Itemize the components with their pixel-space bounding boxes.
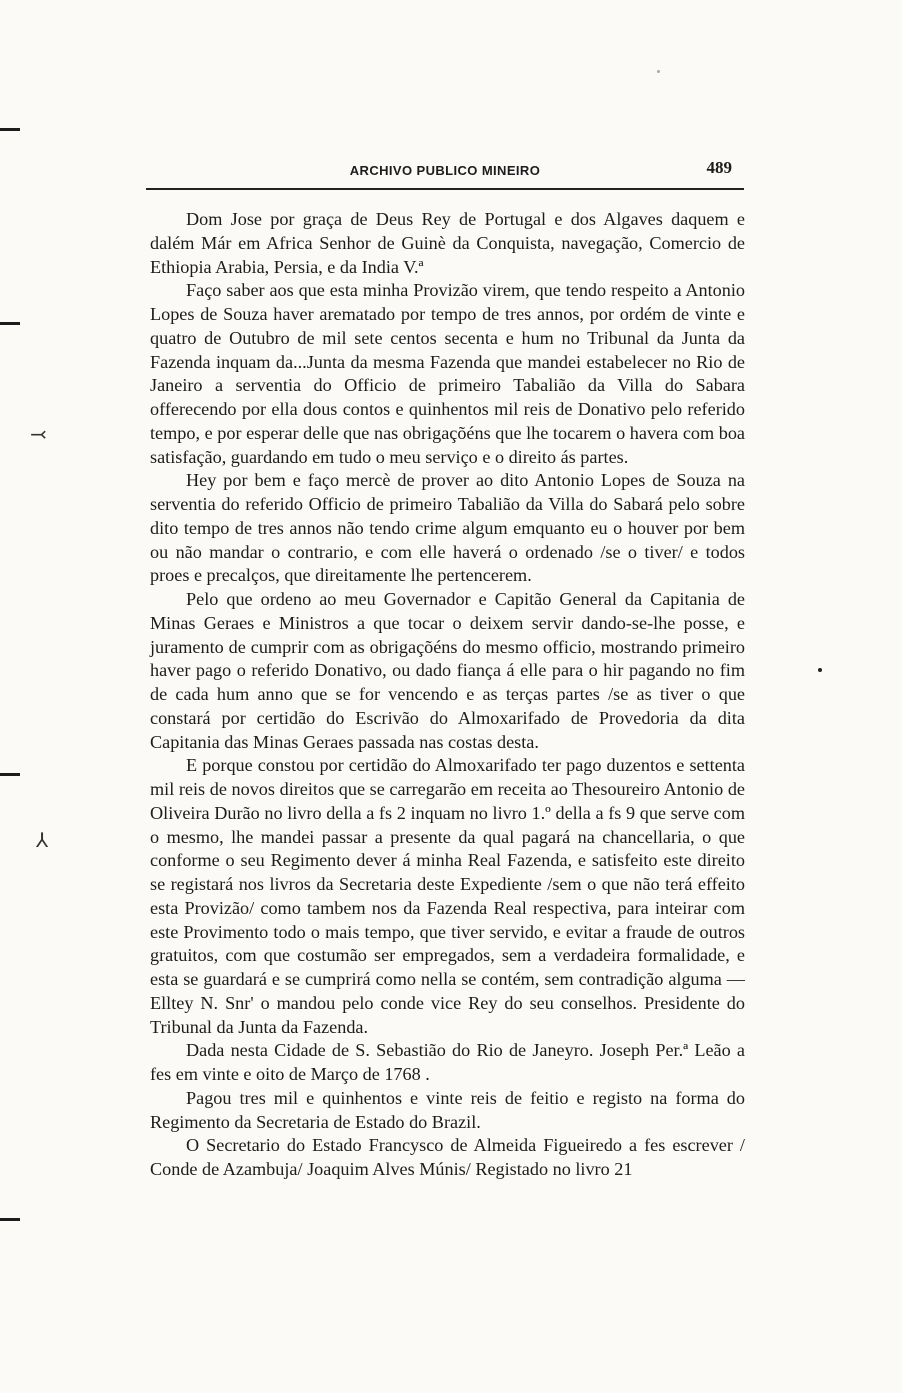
margin-mark: ⅄ — [36, 830, 49, 852]
page-header — [146, 150, 744, 190]
paragraph-dada: Dada nesta Cidade de S. Sebastião do Rio de Janeyro. Joseph Per.ª Leão a fes em vinte e oito de Março de 1768 . — [150, 1040, 745, 1084]
margin-mark: ⤙ — [30, 424, 47, 446]
document-body — [150, 208, 745, 1182]
binding-mark — [0, 773, 20, 776]
page-number: 489 — [706, 158, 732, 177]
paragraph-e-porque: E porque constou por certidão do Almoxarifado ter pago duzentos e settenta mil reis de novos direitos que se carregarão em receita ao Thesoureiro Antonio de Oliveira Durão no livro della a fs 2 inquam no livro 1.º della a fs 9 que serve com o mesmo, lhe mandei passar a presente da qual pagará na chancellaria, o que conforme o seu Regimento dever á minha Real Fazenda, e satisfeito este direito se registará nos livros da Secretaria deste Expediente /sem o que não terá effeito esta Provizão/ como tambem nos da Fazenda Real respectiva, para inteirar com este Provimento todo o mais tempo, que tiver servido, e evitar a fraude de outros gratuitos, com que costumão ser empregados, sem a verdadeira formalidade, e esta se guardará e se cumprirá como nella se contém, sem contradição alguma — Elltey N. Snr' o mandou pelo conde vice Rey do seu conselhos. Presidente do Tribunal da Junta da Fazenda. — [150, 755, 745, 1037]
paragraph-faco-saber: Faço saber aos que esta minha Provizão virem, que tendo respeito a Antonio Lopes de Souza haver arematado por tempo de tres annos, por ordém de vinte e quatro de Outubro de mil sete centos secenta e hum no Tribunal da Junta da Fazenda inquam da...Junta da mesma Fazenda que mandei estabelecer no Rio de Janeiro a serventia do Officio de primeiro Tabalião da Villa do Sabara offerecendo por ella dous contos e quinhentos mil reis de Donativo pelo referido tempo, e por esperar delle que nas obrigaçõéns que lhe tocarem o havera com boa satisfação, guardando em tudo o meu serviço e o direito ás partes. — [150, 280, 745, 467]
paragraph-hey-por-bem: Hey por bem e faço mercè de prover ao dito Antonio Lopes de Souza na serventia do referido Officio de primeiro Tabalião da Villa do Sabará pelo sobre dito tempo de tres annos não tendo crime algum emquanto eu o houver por bem ou não mandar o contrario, e com elle haverá o ordenado /se o tiver/ e todos proes e precalços, que direitamente lhe pertencerem. — [150, 470, 745, 586]
paragraph-secretario: O Secretario do Estado Francysco de Almeida Figueiredo a fes escrever / Conde de Azambuja/ Joaquim Alves Múnis/ Registado no livro 21 — [150, 1135, 745, 1179]
binding-mark — [0, 128, 20, 131]
paragraph-pagou: Pagou tres mil e quinhentos e vinte reis de feitio e registo na forma do Regimento da Secretaria de Estado do Brazil. — [150, 1087, 745, 1132]
binding-mark — [0, 322, 20, 325]
ink-speck — [818, 668, 822, 672]
ink-speck — [657, 70, 660, 73]
paragraph-salutation: Dom Jose por graça de Deus Rey de Portugal e dos Algaves daquem e dalém Már em Africa Senhor de Guinè da Conquista, navegação, Comercio de Ethiopia Arabia, Persia, e da India V.ª — [150, 209, 745, 277]
header-rule — [146, 188, 744, 190]
running-title: ARCHIVO PUBLICO MINEIRO — [349, 163, 541, 178]
binding-mark — [0, 1218, 20, 1221]
paragraph-pelo-que-ordeno: Pelo que ordeno ao meu Governador e Capitão General da Capitania de Minas Geraes e Ministros a que tocar o deixem servir dando-se-lhe posse, e juramento de cumprir com as obrigaçõéns do mesmo officio, mostrando primeiro haver pago o referido Donativo, ou dado fiança á elle para o hir pagando no fim de cada hum anno que se for vencendo e as terças partes /se as tiver o que constará por certidão do Escrivão do Almoxarifado de Provedoria da dita Capitania das Minas Geraes passada nas costas desta. — [150, 589, 745, 752]
